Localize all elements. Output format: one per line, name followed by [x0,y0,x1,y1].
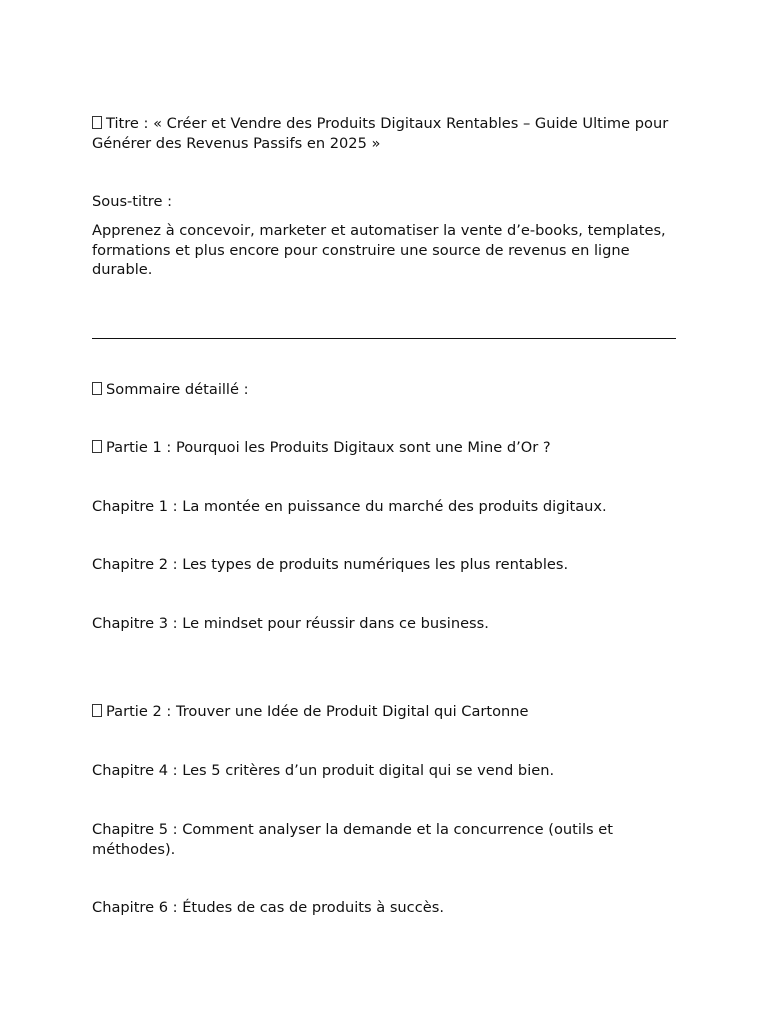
subtitle-text: Apprenez à concevoir, marketer et automatiser la vente d’e-books, templates, formations et plus encore pour construire une source de revenus en ligne durable. [92,222,666,278]
document-title [92,114,682,153]
summary-heading [92,380,682,400]
part-2-heading [92,702,682,722]
missing-glyph-icon [92,704,102,717]
chapter-3: Chapitre 3 : Le mindset pour réussir dans ce business. [92,615,489,632]
chapter-1: Chapitre 1 : La montée en puissance du marché des produits digitaux. [92,498,607,515]
horizontal-divider [92,338,676,339]
part-1-heading [92,438,682,458]
missing-glyph-icon [92,116,102,129]
chapter-2: Chapitre 2 : Les types de produits numériques les plus rentables. [92,556,569,573]
title-text: Titre : « Créer et Vendre des Produits Digitaux Rentables – Guide Ultime pour Générer des Revenus Passifs en 2025 » [92,115,669,152]
chapter-6: Chapitre 6 : Études de cas de produits à succès. [92,899,444,916]
missing-glyph-icon [92,382,102,395]
summary-heading-text: Sommaire détaillé : [106,381,249,398]
subtitle-label: Sous-titre : [92,193,173,210]
part-1-heading-text: Partie 1 : Pourquoi les Produits Digitaux sont une Mine d’Or ? [106,439,551,456]
chapter-5: Chapitre 5 : Comment analyser la demande et la concurrence (outils et méthodes). [92,821,613,858]
missing-glyph-icon [92,440,102,453]
chapter-4: Chapitre 4 : Les 5 critères d’un produit digital qui se vend bien. [92,762,555,779]
part-2-heading-text: Partie 2 : Trouver une Idée de Produit Digital qui Cartonne [106,703,529,720]
